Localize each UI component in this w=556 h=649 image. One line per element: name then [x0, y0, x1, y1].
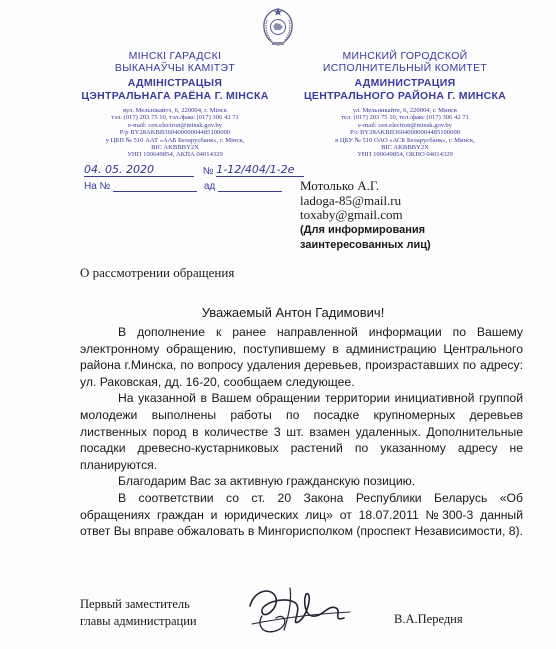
bic-line: BIC AKBBBY2X [381, 144, 429, 152]
bank-line: у ЦБП № 510 ААТ «ААБ Беларусбанк», г. Мінск, [105, 136, 245, 144]
phone-line: тел. (017) 203 75 10, тел./факс (017) 306 42 71 [341, 114, 469, 122]
address-line: ул. Мельникайте, 6, 220004, г. Минск [352, 107, 458, 114]
bank-line: в ЦБУ № 510 ОАО «АСБ Беларусбанк», г. Минск, [335, 136, 475, 144]
recipient-name: Мотолько А.Г. [300, 178, 380, 193]
handwritten-signature [232, 568, 362, 643]
registration-date-line [84, 163, 304, 177]
account-line: Р/р BY28AKBB36040000004485100000 [119, 129, 231, 137]
recipient-note: заинтересованных лиц) [300, 238, 431, 251]
reference-line [84, 181, 282, 192]
letterhead-russian [300, 50, 510, 159]
org-name-line2: ВЫКАНАЎЧЫ КАМІТЭТ [114, 62, 236, 74]
reference-from-label: ад [203, 181, 216, 192]
recipient-note: (Для информирования [300, 223, 426, 236]
account-line: Р/с BY28AKBB36040000004485100000 [349, 129, 461, 137]
registration-number-label: № [202, 166, 214, 177]
state-emblem-icon [258, 6, 298, 48]
body-paragraph: Благодарим Вас за активную гражданскую позицию. [118, 474, 416, 489]
dept-name-line2: ЦЕНТРАЛЬНОГО РАЙОНА Г. МИНСКА [303, 90, 507, 102]
recipient-email: ladoga-85@mail.ru [300, 192, 402, 208]
email-line: e-mail: cen.electron@minsk.gov.by [358, 121, 452, 129]
org-name-line2: ИСПОЛНИТЕЛЬНЫЙ КОМИТЕТ [322, 62, 488, 74]
email-line: e-mail: cen.electron@minsk.gov.by [128, 121, 222, 129]
unp-line: УНП 100649854, ОКПО 04014329 [357, 151, 453, 159]
registration-date: 04. 05. 2020 [84, 163, 194, 177]
phone-line: тэл. (017) 203 75 10, тэл./факс (017) 306 42 71 [111, 114, 239, 122]
org-name-line1: МИНСКИЙ ГОРОДСКОЙ [342, 50, 468, 62]
org-name-line1: МІНСКІ ГАРАДСКІ [128, 50, 222, 62]
letter-greeting: Уважаемый Антон Гадимович! [201, 305, 385, 320]
dept-name-line1: АДМИНИСТРАЦИЯ [354, 77, 456, 89]
reference-label: На № [84, 181, 111, 192]
letter-subject: О рассмотрении обращения [80, 265, 235, 280]
letter-body [80, 324, 523, 540]
body-paragraph: В соответствии со ст. 20 Закона Республики Беларусь «Об обращениях граждан и юридических лиц» от 18.07.2011 №300-3 данный ответ Вы вправе обжаловать в Мингорисполком (проспект Независимости, 8). [80, 490, 523, 539]
signer-title [80, 596, 197, 630]
reference-blank [113, 191, 197, 192]
signer-name: В.А.Передня [394, 612, 463, 626]
letterhead-details [70, 107, 280, 159]
dept-name-line2: ЦЭНТРАЛЬНАГА РАЁНА Г. МІНСКА [81, 90, 269, 102]
unp-line: УНП 100649854, АКПА 04014329 [127, 151, 223, 159]
signer-title-line1: Первый заместитель [80, 597, 190, 611]
registration-number: 1-12/404/1-2е [216, 163, 304, 177]
bic-line: BIC AKBBBY2X [151, 144, 199, 152]
recipient-email: toxaby@gmail.com [300, 207, 403, 222]
body-paragraph: В дополнение к ранее направленной информации по Вашему электронному обращению, поступившему в администрацию Центрального района г.Минска, по вопросу удаления деревьев, произраставших по адресу: ул. Раковская, дд. 16-20, сообщаем следующее. [80, 325, 523, 389]
reference-from-blank [218, 191, 282, 192]
recipient-block [300, 179, 431, 253]
letterhead-details [300, 107, 510, 159]
body-paragraph: На указанной в Вашем обращении территории инициативной группой молодежи выполнены работы по посадке крупномерных деревьев лиственных пород в количестве 3 шт. взамен удаленных. Дополнительные посадки древесно-кустарниковых растений по указанному адресу не планируются. [80, 391, 523, 472]
letterhead-belarusian [70, 50, 280, 159]
dept-name-line1: АДМІНІСТРАЦЫЯ [127, 77, 223, 89]
signer-title-line2: главы администрации [80, 614, 197, 628]
address-line: вул. Мельнікайтэ, 6, 220004, г. Мінск [123, 107, 227, 114]
